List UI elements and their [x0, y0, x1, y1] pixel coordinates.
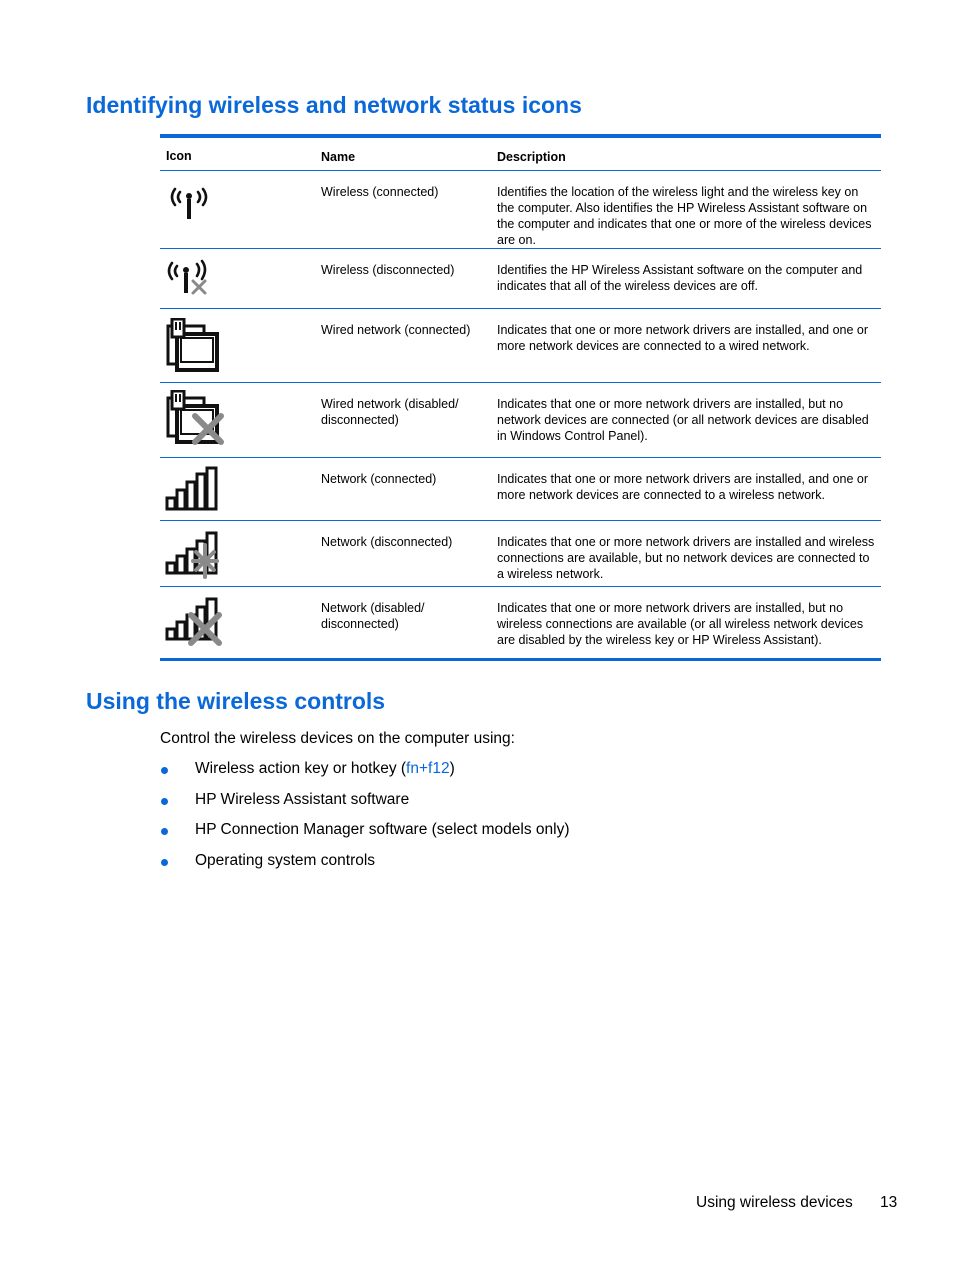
intro-text: Control the wireless devices on the computer using:	[160, 730, 515, 747]
row-description: Identifies the HP Wireless Assistant software on the computer and indicates that all of the wireless devices are off.	[497, 263, 863, 293]
table-row	[160, 587, 881, 658]
list-item: HP Connection Manager software (select models only)	[160, 821, 569, 852]
wired-network-connected-icon	[165, 318, 223, 374]
row-name: Network (disconnected)	[321, 535, 453, 549]
bullet-icon	[161, 767, 168, 774]
row-description: Indicates that one or more network drivers are installed, but no wireless connections are available (or all wireless network devices are disabled by the wireless key or HP Wireless Assistant).	[497, 601, 864, 647]
table-header-row	[160, 138, 881, 171]
network-disconnected-icon	[165, 529, 225, 581]
wired-network-disconnected-icon	[165, 390, 227, 448]
network-connected-icon	[165, 466, 223, 512]
table-row	[160, 249, 881, 309]
bullet-icon	[161, 798, 168, 805]
list-item: Operating system controls	[160, 852, 569, 883]
section-title-status-icons: Identifying wireless and network status icons	[86, 92, 582, 118]
row-name: Wireless (connected)	[321, 185, 439, 199]
network-disabled-icon	[165, 595, 227, 649]
table-row	[160, 309, 881, 383]
row-description: Indicates that one or more network drivers are installed and wireless connections are available, but no network devices are connected to a wireless network.	[497, 535, 875, 581]
bullet-icon	[161, 828, 168, 835]
wireless-connected-icon	[165, 183, 215, 223]
list-item: Wireless action key or hotkey (fn+f12)	[160, 760, 569, 791]
table-row	[160, 458, 881, 521]
row-name: Wireless (disconnected)	[321, 263, 455, 277]
table-row	[160, 171, 881, 249]
row-description: Indicates that one or more network drivers are installed, and one or more network devices are connected to a wireless network.	[497, 472, 869, 502]
controls-list	[160, 760, 569, 882]
footer-section-title: Using wireless devices	[696, 1194, 853, 1211]
row-name: Network (disabled/ disconnected)	[321, 601, 425, 631]
row-name: Wired network (connected)	[321, 323, 471, 337]
status-icons-table	[160, 134, 881, 661]
column-header-icon: Icon	[166, 149, 192, 163]
bullet-icon	[161, 859, 168, 866]
hotkey-link[interactable]: fn+f12	[406, 760, 450, 777]
row-description: Indicates that one or more network drivers are installed, and one or more network devices are connected to a wired network.	[497, 323, 869, 353]
row-name: Network (connected)	[321, 472, 437, 486]
page-number: 13	[880, 1194, 898, 1211]
wireless-disconnected-icon	[165, 255, 215, 299]
table-row	[160, 521, 881, 587]
row-description: Indicates that one or more network drivers are installed, but no network devices are connected (or all network devices are disabled in Windows Control Panel).	[497, 397, 869, 443]
table-row	[160, 383, 881, 458]
row-name: Wired network (disabled/ disconnected)	[321, 397, 459, 427]
row-description: Identifies the location of the wireless light and the wireless key on the computer. Also identifies the HP Wireless Assistant software on the computer and indicates that one or more of the wireless devices are on.	[497, 185, 872, 247]
column-header-description: Description	[497, 150, 566, 164]
list-item: HP Wireless Assistant software	[160, 791, 569, 822]
column-header-name: Name	[321, 150, 356, 164]
section-title-wireless-controls: Using the wireless controls	[86, 688, 386, 714]
